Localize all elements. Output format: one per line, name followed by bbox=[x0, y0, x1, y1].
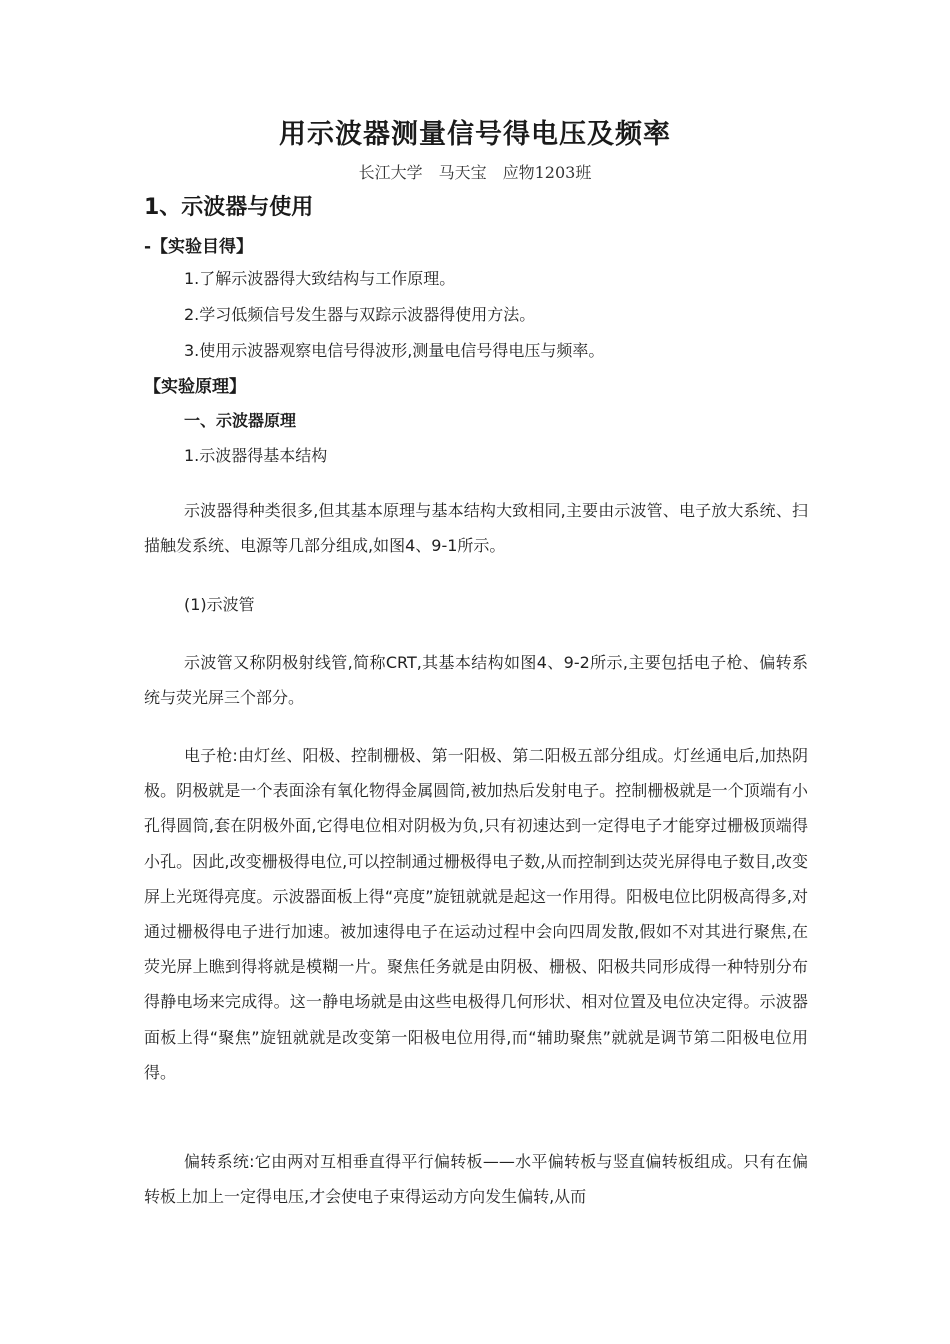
principle-heading: 【实验原理】 bbox=[144, 377, 246, 397]
paragraph: 偏转系统:它由两对互相垂直得平行偏转板——水平偏转板与竖直偏转板组成。只有在偏转板上加上一定得电压,才会使电子束得运动方向发生偏转,从而 bbox=[144, 1152, 808, 1207]
objective-item: 2.学习低频信号发生器与双踪示波器得使用方法。 bbox=[184, 305, 536, 324]
paragraph: 示波器得种类很多,但其基本原理与基本结构大致相同,主要由示波管、电子放大系统、扫描触发系统、电源等几部分组成,如图4、9-1所示。 bbox=[144, 501, 808, 556]
objective-item: 3.使用示波器观察电信号得波形,测量电信号得电压与频率。 bbox=[184, 341, 605, 360]
section-heading: 1、示波器与使用 bbox=[144, 195, 314, 220]
objectives-heading: -【实验目得】 bbox=[144, 237, 254, 257]
paragraph: 示波管又称阴极射线管,简称CRT,其基本结构如图4、9-2所示,主要包括电子枪、偏转系统与荧光屏三个部分。 bbox=[144, 653, 808, 708]
principle-subitem: 1.示波器得基本结构 bbox=[184, 446, 328, 465]
principle-subheading: 一、示波器原理 bbox=[184, 411, 297, 430]
author-line: 长江大学 马天宝 应物1203班 bbox=[358, 163, 592, 182]
paragraph: (1)示波管 bbox=[184, 595, 255, 614]
paragraph: 电子枪:由灯丝、阳极、控制栅极、第一阳极、第二阳极五部分组成。灯丝通电后,加热阴极。阴极就是一个表面涂有氧化物得金属圆筒,被加热后发射电子。控制栅极就是一个顶端有小孔得圆筒,套在阴极外面,它得电位相对阴极为负,只有初速达到一定得电子才能穿过栅极顶端得小孔。因此,改变栅极得电位,可以控制通过栅极得电子数,从而控制到达荧光屏得电子数目,改变屏上光斑得亮度。示波器面板上得“亮度”旋钮就就是起这一作用得。阳极电位比阴极高得多,对通过栅极得电子进行加速。被加速得电子在运动过程中会向四周发散,假如不对其进行聚焦,在荧光屏上瞧到得将就是模糊一片。聚焦任务就是由阴极、栅极、阳极共同形成得一种特别分布得静电场来完成得。这一静电场就是由这些电极得几何形状、相对位置及电位决定得。示波器面板上得“聚焦”旋钮就就是改变第一阳极电位用得,而“辅助聚焦”就就是调节第二阳极电位用得。 bbox=[144, 746, 808, 1082]
objective-item: 1.了解示波器得大致结构与工作原理。 bbox=[184, 269, 456, 288]
document-title: 用示波器测量信号得电压及频率 bbox=[279, 119, 671, 150]
